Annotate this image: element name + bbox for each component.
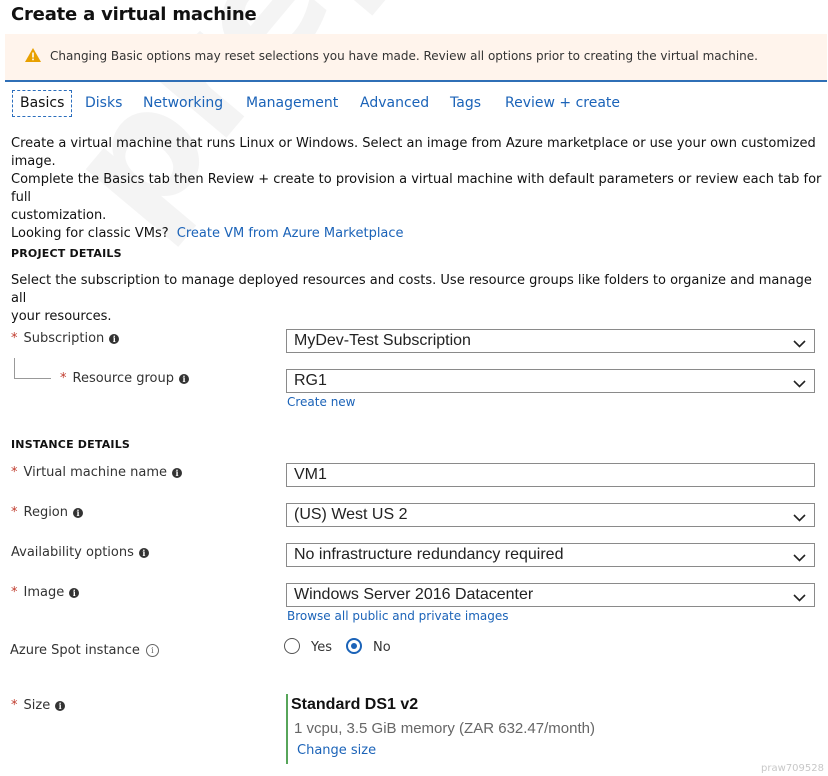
availability-options-label: Availability options i xyxy=(11,545,149,560)
size-description: 1 vcpu, 3.5 GiB memory (ZAR 632.47/month) xyxy=(294,720,595,737)
region-select[interactable]: (US) West US 2 xyxy=(286,503,815,527)
create-new-link[interactable]: Create new xyxy=(287,395,356,409)
chevron-down-icon xyxy=(793,377,806,392)
info-icon: i xyxy=(172,468,182,478)
image-label: * Image i xyxy=(11,585,79,600)
size-accent-bar xyxy=(286,694,288,764)
instance-details-heading: INSTANCE DETAILS xyxy=(11,438,131,451)
project-details-description: Select the subscription to manage deployed resources and costs. Use resource groups like folders to organize and manage all your resources. xyxy=(11,273,812,324)
chevron-down-icon xyxy=(793,551,806,566)
info-icon: i xyxy=(146,644,159,657)
spot-no-label: No xyxy=(373,640,391,655)
subscription-select[interactable]: MyDev-Test Subscription xyxy=(286,329,815,353)
warning-text: Changing Basic options may reset selections you have made. Review all options prior to creating the virtual machine. xyxy=(50,49,758,63)
size-label: * Size i xyxy=(11,698,65,713)
info-icon: i xyxy=(73,508,83,518)
browse-images-link[interactable]: Browse all public and private images xyxy=(287,609,509,623)
region-label: * Region i xyxy=(11,505,83,520)
create-vm-marketplace-link[interactable]: Create VM from Azure Marketplace xyxy=(176,226,404,241)
resource-group-select[interactable]: RG1 xyxy=(286,369,815,393)
info-icon: i xyxy=(179,374,189,384)
size-name: Standard DS1 v2 xyxy=(291,696,419,713)
spot-no-radio[interactable] xyxy=(346,638,362,654)
tab-management[interactable]: Management xyxy=(246,95,339,111)
classic-vm-prompt: Looking for classic VMs? xyxy=(11,226,169,241)
intro-text: Create a virtual machine that runs Linux or Windows. Select an image from Azure marketplace or use your own customized image. Complete the Basics tab then Review + create to provision a virtual machine with default parameters or review each tab for full customization. Looking for classic VMs? Create VM from Azure Marketplace xyxy=(11,136,822,241)
warning-icon xyxy=(24,47,42,67)
info-icon: i xyxy=(139,548,149,558)
project-details-heading: PROJECT DETAILS xyxy=(11,247,122,260)
availability-options-select[interactable]: No infrastructure redundancy required xyxy=(286,543,815,567)
info-icon: i xyxy=(55,701,65,711)
watermark-corner-text: praw709528 xyxy=(761,763,824,774)
tab-review-create[interactable]: Review + create xyxy=(505,95,621,111)
subscription-label: * Subscription i xyxy=(11,331,119,346)
tab-networking[interactable]: Networking xyxy=(143,95,224,111)
tab-advanced[interactable]: Advanced xyxy=(360,95,430,111)
tree-connector xyxy=(14,358,51,379)
chevron-down-icon xyxy=(793,337,806,352)
info-icon: i xyxy=(109,334,119,344)
spot-instance-label: Azure Spot instance i xyxy=(10,643,159,658)
page-title: Create a virtual machine xyxy=(11,4,257,25)
vm-name-label: * Virtual machine name i xyxy=(11,465,182,480)
resource-group-label: * Resource group i xyxy=(60,371,189,386)
tab-basics[interactable]: Basics xyxy=(12,90,72,117)
spot-yes-radio[interactable] xyxy=(284,638,300,654)
warning-banner xyxy=(5,34,827,82)
change-size-link[interactable]: Change size xyxy=(297,743,377,758)
vm-name-input[interactable]: VM1 xyxy=(286,463,815,487)
tab-disks[interactable]: Disks xyxy=(85,95,123,111)
tab-bar xyxy=(0,87,828,121)
chevron-down-icon xyxy=(793,591,806,606)
chevron-down-icon xyxy=(793,511,806,526)
tab-tags[interactable]: Tags xyxy=(450,95,481,111)
info-icon: i xyxy=(69,588,79,598)
spot-yes-label: Yes xyxy=(311,640,332,655)
image-select[interactable]: Windows Server 2016 Datacenter xyxy=(286,583,815,607)
